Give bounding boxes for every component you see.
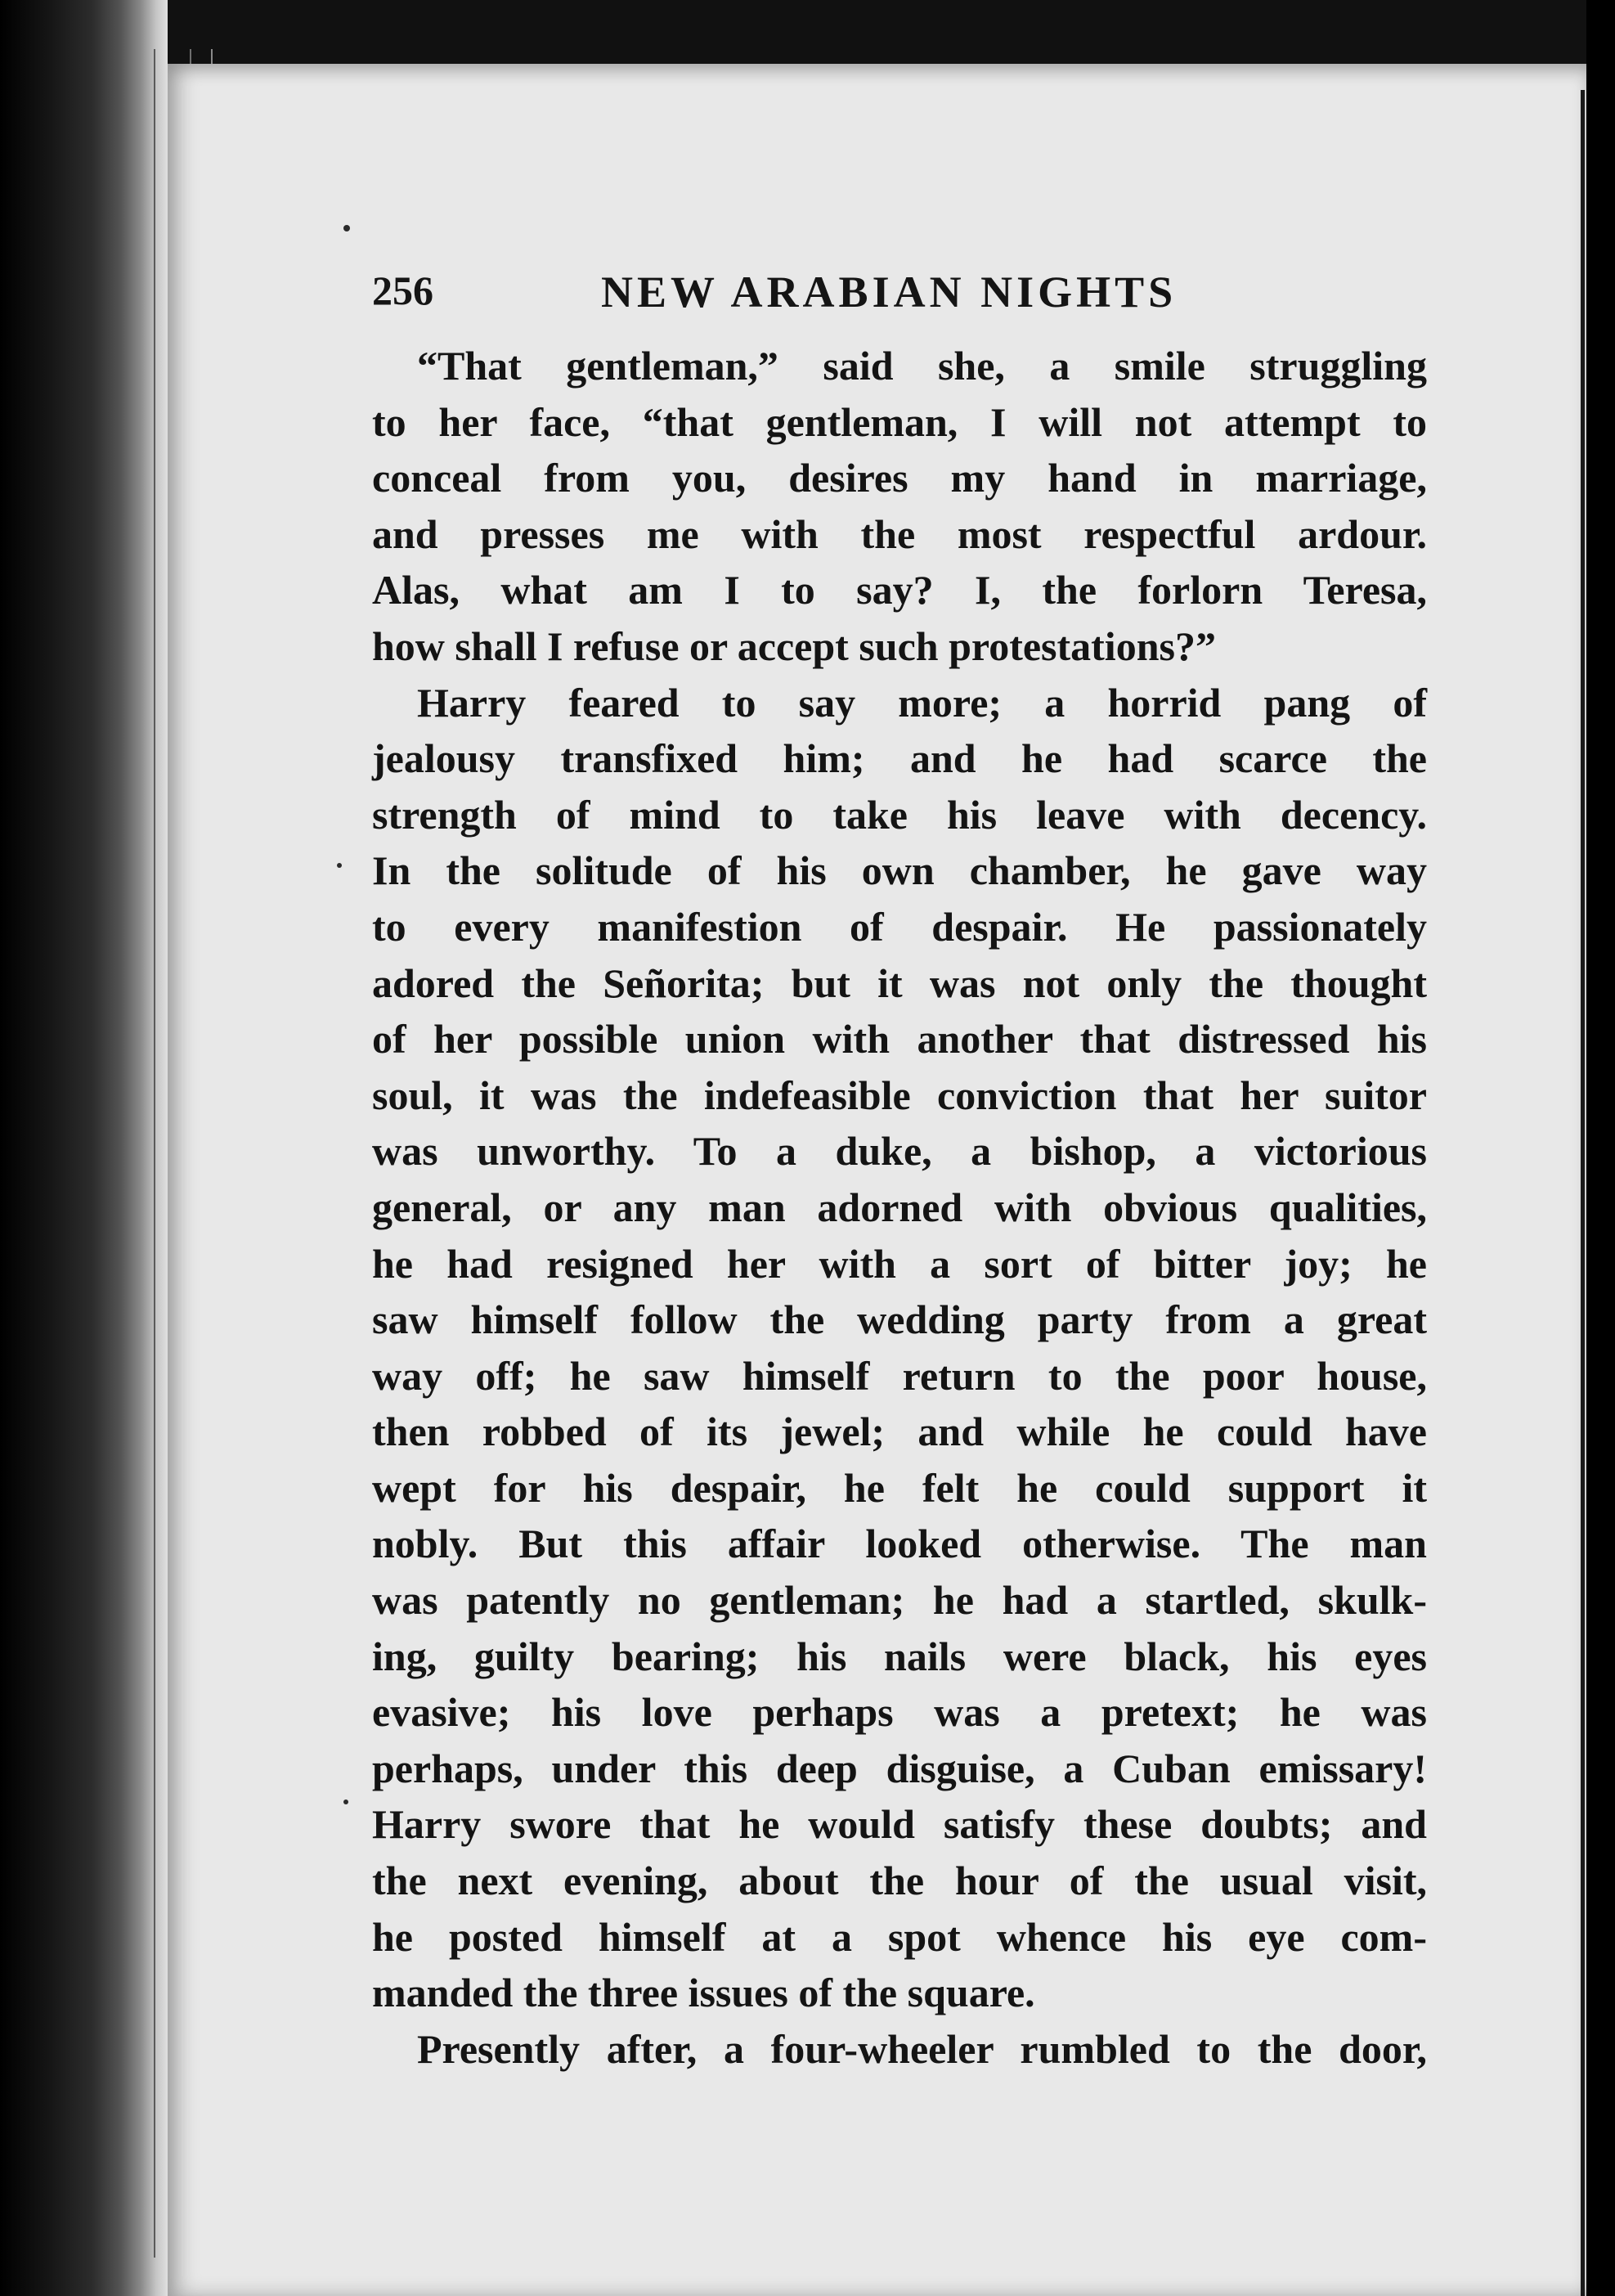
text-line: saw himself follow the wedding party from a great bbox=[372, 1296, 1427, 1343]
text-line: was patently no gentleman; he had a startled, skulk- bbox=[372, 1577, 1427, 1624]
running-head bbox=[372, 262, 1435, 335]
text-line: Presently after, a four-wheeler rumbled to the door, bbox=[417, 2025, 1427, 2072]
body-text bbox=[372, 338, 1427, 2077]
text-line: how shall I refuse or accept such protestations?” bbox=[372, 622, 1216, 669]
text-line: soul, it was the indefeasible conviction that her suitor bbox=[372, 1072, 1427, 1118]
text-line: to every manifestion of despair. He passionately bbox=[372, 903, 1427, 950]
text-line: he had resigned her with a sort of bitter joy; he bbox=[372, 1240, 1427, 1287]
text-line: the next evening, about the hour of the usual visit, bbox=[372, 1858, 1427, 1904]
page-right-edge bbox=[1586, 0, 1615, 2296]
text-line: Harry swore that he would satisfy these doubts; and bbox=[372, 1801, 1427, 1848]
text-line: jealousy transfixed him; and he had scarce the bbox=[372, 735, 1427, 782]
text-line: evasive; his love perhaps was a pretext; he was bbox=[372, 1689, 1427, 1736]
page-number: 256 bbox=[372, 267, 433, 313]
text-line: way off; he saw himself return to the poor house, bbox=[372, 1352, 1427, 1399]
text-line: was unworthy. To a duke, a bishop, a victorious bbox=[372, 1128, 1427, 1175]
book-binding-gutter bbox=[0, 0, 168, 2296]
text-line: and presses me with the most respectful ardour. bbox=[372, 510, 1427, 557]
ink-speck bbox=[343, 225, 350, 231]
text-line: In the solitude of his own chamber, he gave way bbox=[372, 847, 1427, 894]
text-line: wept for his despair, he felt he could support it bbox=[372, 1464, 1427, 1511]
text-line: perhaps, under this deep disguise, a Cuban emissary! bbox=[372, 1745, 1427, 1791]
text-line: “That gentleman,” said she, a smile struggling bbox=[417, 343, 1427, 389]
text-line: nobly. But this affair looked otherwise. The man bbox=[372, 1521, 1427, 1567]
text-line: of her possible union with another that distressed his bbox=[372, 1016, 1427, 1063]
text-line: general, or any man adorned with obvious qualities, bbox=[372, 1184, 1427, 1230]
text-line: strength of mind to take his leave with decency. bbox=[372, 791, 1427, 838]
book-title: NEW ARABIAN NIGHTS bbox=[601, 267, 1178, 317]
text-line: ing, guilty bearing; his nails were black, his eyes bbox=[372, 1633, 1427, 1679]
text-line: manded the three issues of the square. bbox=[372, 1970, 1035, 2016]
gutter-line bbox=[154, 49, 155, 2258]
text-line: he posted himself at a spot whence his eye com- bbox=[372, 1913, 1427, 1960]
ink-speck bbox=[337, 863, 342, 868]
page-right-border bbox=[1581, 90, 1585, 2296]
ink-speck bbox=[343, 1800, 348, 1804]
text-line: Harry feared to say more; a horrid pang of bbox=[417, 679, 1427, 726]
text-line: to her face, “that gentleman, I will not attempt to bbox=[372, 398, 1427, 445]
text-line: adored the Señorita; but it was not only the thought bbox=[372, 959, 1427, 1006]
text-line: Alas, what am I to say? I, the forlorn Teresa, bbox=[372, 567, 1427, 613]
text-line: conceal from you, desires my hand in marriage, bbox=[372, 455, 1427, 501]
text-line: then robbed of its jewel; and while he could have bbox=[372, 1409, 1427, 1455]
